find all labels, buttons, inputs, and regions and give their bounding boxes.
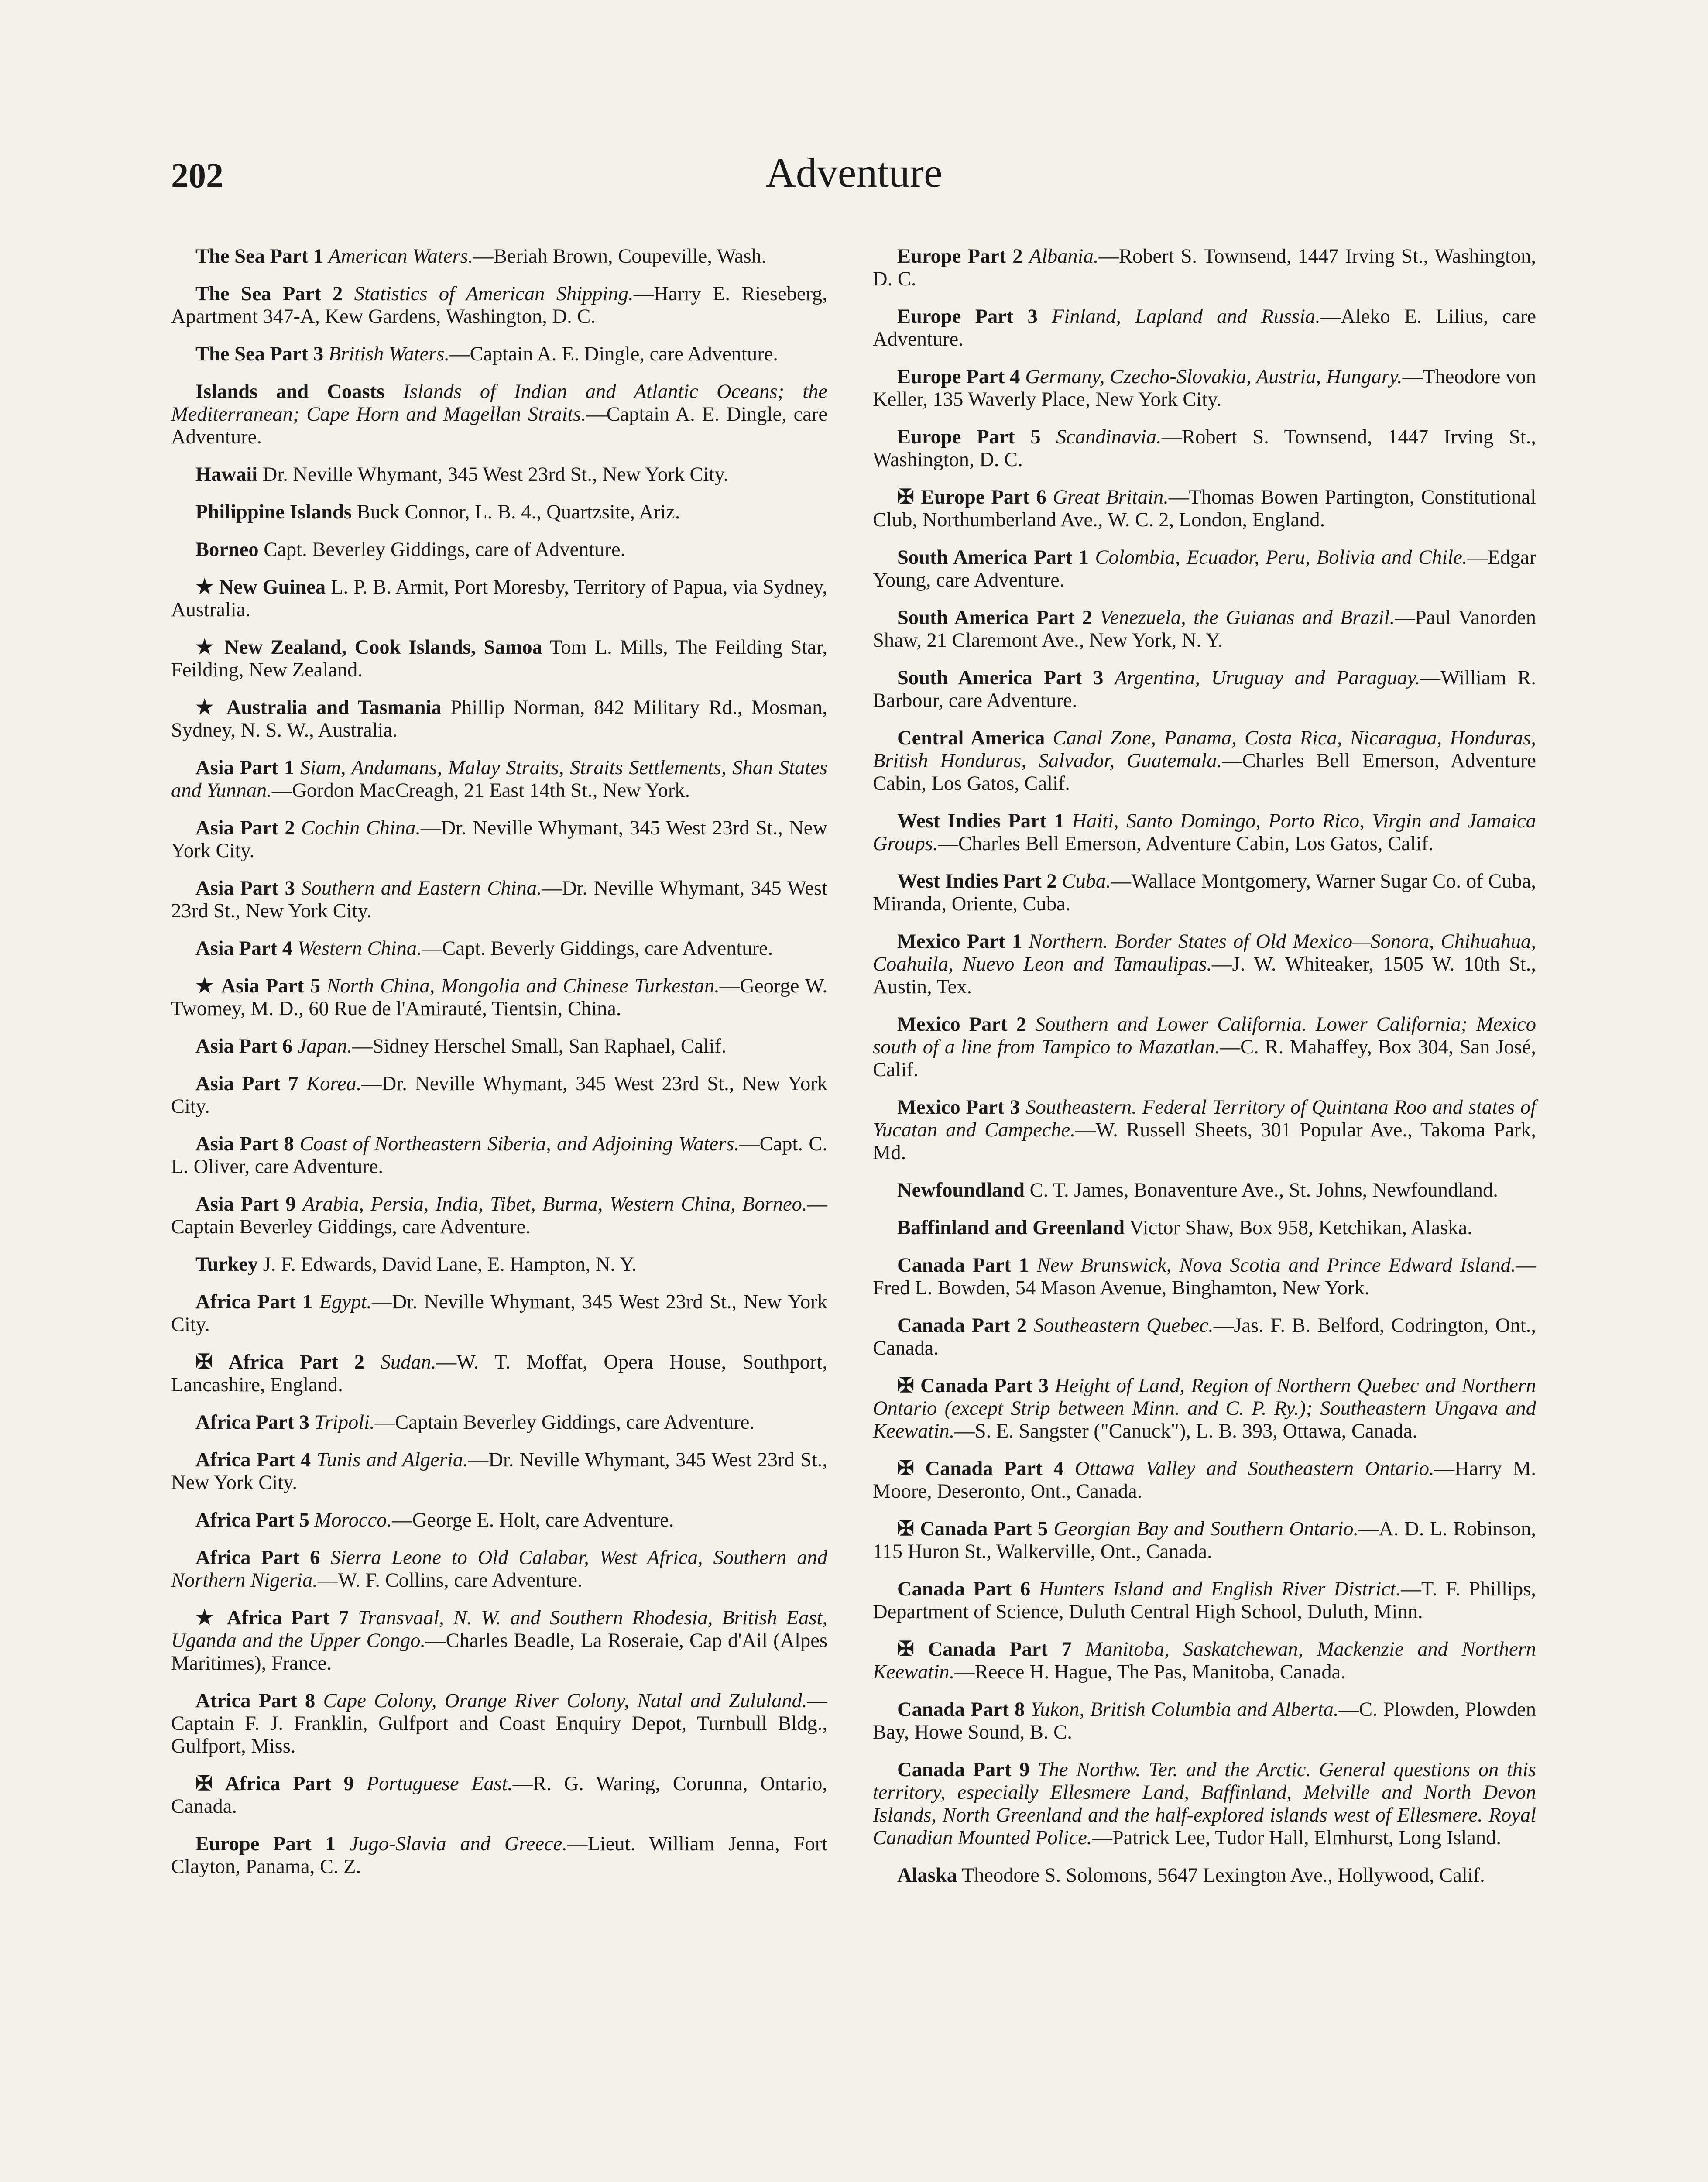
entry-heading: South America Part 1 [897, 546, 1089, 569]
entry-contact: —Robert S. Townsend, 1447 Irving St., Washington, D. C. [873, 426, 1536, 471]
entry-contact: Theodore S. Solomons, 5647 Lexington Ave., Hollywood, Calif. [961, 1864, 1485, 1887]
directory-entry [873, 486, 1536, 532]
entry-contact: —Patrick Lee, Tudor Hall, Elmhurst, Long Island. [1092, 1827, 1502, 1849]
entry-contact: —Fred L. Bowden, 54 Mason Avenue, Binghamton, New York. [873, 1254, 1536, 1299]
directory-entry [171, 877, 827, 923]
entry-contact: Dr. Neville Whymant, 345 West 23rd St., New York City. [262, 463, 729, 486]
entry-region: Sierra Leone to Old Calabar, West Africa, Southern and Northern Nigeria. [171, 1547, 828, 1592]
entry-contact: —Dr. Neville Whymant, 345 West 23rd St., New York City. [171, 1449, 828, 1494]
entry-region: Siam, Andamans, Malay Straits, Straits Settlements, Shan States and Yunnan. [171, 757, 828, 802]
entry-region: Sudan. [380, 1351, 436, 1373]
entry-region: The Northw. Ter. and the Arctic. General questions on this territory, especially Ellesmere Land, Baffinland, Melville and North Devon Islands, North Greenland and the half-explored islands west of Ellesmere. Royal Canadian Mounted Police. [873, 1759, 1536, 1849]
directory-entry [873, 1096, 1536, 1164]
entry-heading: Africa Part 5 [195, 1509, 309, 1531]
entry-region: Western China. [297, 937, 422, 960]
directory-entry [873, 426, 1536, 471]
entry-region: Yukon, British Columbia and Alberta. [1030, 1698, 1339, 1721]
entry-contact: —Lieut. William Jenna, Fort Clayton, Panama, C. Z. [171, 1833, 827, 1878]
entry-contact: —Charles Bell Emerson, Adventure Cabin, Los Gatos, Calif. [873, 750, 1537, 795]
entry-contact: —S. E. Sangster ("Canuck"), L. B. 393, Ottawa, Canada. [954, 1420, 1418, 1442]
entry-mark-icon: ✠ [195, 1773, 213, 1795]
entry-region: Cochin China. [301, 817, 421, 839]
entry-contact: —W. F. Collins, care Adventure. [317, 1569, 583, 1592]
entry-mark-icon: ✠ [195, 1351, 213, 1373]
entry-heading: Central America [897, 727, 1045, 749]
entry-heading: Africa Part 1 [195, 1291, 313, 1313]
entry-region: New Brunswick, Nova Scotia and Prince Edward Island. [1036, 1254, 1516, 1276]
left-column [171, 245, 827, 1893]
directory-entry [873, 1698, 1536, 1744]
entry-region: Scandinavia. [1056, 426, 1162, 448]
entry-heading: Asia Part 5 [221, 975, 320, 997]
entry-heading: Canada Part 9 [897, 1759, 1030, 1781]
entry-heading: Canada Part 3 [920, 1375, 1049, 1397]
entry-mark-icon: ✠ [897, 1458, 914, 1480]
directory-entry [873, 1254, 1536, 1300]
directory-entry [873, 1864, 1536, 1887]
entry-contact: —Dr. Neville Whymant, 345 West 23rd St., New York City. [171, 1291, 828, 1336]
entry-heading: Canada Part 6 [897, 1578, 1031, 1600]
directory-entry [873, 1578, 1536, 1623]
directory-entry [171, 1035, 827, 1058]
directory-entry [873, 305, 1536, 351]
entry-contact: —Harry E. Rieseberg, Apartment 347-A, Kew Gardens, Washington, D. C. [171, 283, 828, 328]
directory-entry [873, 607, 1536, 652]
entry-heading: West Indies Part 1 [897, 810, 1064, 832]
entry-heading: Baffinland and Greenland [897, 1217, 1125, 1239]
directory-entry [171, 1073, 827, 1118]
entry-heading: South America Part 2 [897, 607, 1092, 629]
entry-heading: Asia Part 4 [195, 937, 293, 960]
directory-entry [171, 1547, 827, 1592]
entry-contact: —C. Plowden, Plowden Bay, Howe Sound, B. C. [873, 1698, 1536, 1743]
entry-region: Height of Land, Region of Northern Quebec and Northern Ontario (except Strip between Minn. and C. P. Ry.); Southeastern Ungava and Keewatin. [873, 1375, 1537, 1442]
entry-region: Ottawa Valley and Southeastern Ontario. [1074, 1458, 1434, 1480]
directory-entry [873, 1518, 1536, 1563]
directory-entry [171, 696, 827, 742]
entry-region: Great Britain. [1053, 486, 1169, 508]
entry-heading: Hawaii [195, 463, 258, 486]
entry-heading: Canada Part 4 [925, 1458, 1064, 1480]
entry-heading: Europe Part 5 [897, 426, 1041, 448]
entry-heading: Asia Part 7 [195, 1073, 298, 1095]
directory-entry [171, 1133, 827, 1178]
right-column [873, 245, 1536, 1902]
entry-heading: Alaska [897, 1864, 957, 1887]
directory-entry [171, 975, 827, 1020]
entry-contact: J. F. Edwards, David Lane, E. Hampton, N. Y. [263, 1253, 637, 1276]
directory-entry [171, 1449, 827, 1494]
directory-entry [873, 245, 1536, 291]
entry-heading: Australia and Tasmania [226, 696, 442, 719]
page-title: Adventure [765, 149, 943, 196]
entry-region: Tripoli. [314, 1411, 375, 1434]
directory-entry [171, 1607, 827, 1675]
entry-heading: Philippine Islands [195, 501, 352, 523]
entry-region: Islands of Indian and Atlantic Oceans; the Mediterranean; Cape Horn and Magellan Straits. [171, 381, 828, 425]
entry-heading: Islands and Coasts [195, 381, 385, 403]
directory-entry [171, 539, 827, 561]
directory-entry [873, 1179, 1536, 1202]
entry-region: Germany, Czecho-Slovakia, Austria, Hungary. [1025, 366, 1403, 388]
entry-mark-icon: ★ [195, 636, 217, 659]
entry-region: Transvaal, N. W. and Southern Rhodesia, British East, Uganda and the Upper Congo. [171, 1607, 828, 1652]
directory-entry [873, 1013, 1536, 1081]
entry-heading: Mexico Part 3 [897, 1096, 1020, 1118]
entry-contact: —T. F. Phillips, Department of Science, Duluth Central High School, Duluth, Minn. [873, 1578, 1536, 1623]
entry-heading: Canada Part 2 [897, 1314, 1027, 1337]
directory-entry [873, 1375, 1536, 1443]
entry-region: Georgian Bay and Southern Ontario. [1053, 1518, 1359, 1540]
entry-mark-icon: ✠ [897, 486, 914, 508]
entry-contact: —A. D. L. Robinson, 115 Huron St., Walkerville, Ont., Canada. [873, 1518, 1536, 1563]
entry-heading: Atrica Part 8 [195, 1690, 316, 1712]
directory-entry [873, 667, 1536, 712]
entry-region: Argentina, Uruguay and Paraguay. [1115, 667, 1420, 689]
entry-heading: New Guinea [219, 576, 326, 598]
entry-contact: —Dr. Neville Whymant, 345 West 23rd St., New York City. [171, 1073, 828, 1118]
entry-contact: —Capt. Beverly Giddings, care Adventure. [422, 937, 773, 960]
entry-heading: Africa Part 6 [195, 1547, 320, 1569]
entry-contact: —Thomas Bowen Partington, Constitutional Club, Northumberland Ave., W. C. 2, London, England. [873, 486, 1536, 531]
directory-entry [171, 501, 827, 524]
entry-contact: —Captain Beverley Giddings, care Adventure. [374, 1411, 755, 1434]
entry-contact: —J. W. Whiteaker, 1505 W. 10th St., Austin, Tex. [873, 953, 1536, 998]
entry-heading: Borneo [195, 539, 259, 561]
entry-contact: —Captain F. J. Franklin, Gulfport and Coast Enquiry Depot, Turnbull Bldg., Gulfport, Miss. [171, 1690, 827, 1757]
entry-region: Finland, Lapland and Russia. [1051, 305, 1320, 328]
entry-heading: Turkey [195, 1253, 258, 1276]
directory-entry [873, 1314, 1536, 1360]
entry-contact: —George W. Twomey, M. D., 60 Rue de l'Amirauté, Tientsin, China. [171, 975, 828, 1020]
entry-heading: Africa Part 3 [195, 1411, 309, 1434]
entry-region: Coast of Northeastern Siberia, and Adjoining Waters. [299, 1133, 740, 1155]
entry-contact: —Dr. Neville Whymant, 345 West 23rd St., New York City. [171, 817, 828, 862]
entry-region: Japan. [297, 1035, 353, 1057]
entry-contact: —Robert S. Townsend, 1447 Irving St., Washington, D. C. [873, 245, 1536, 290]
entry-region: American Waters. [328, 245, 473, 268]
entry-region: Southern and Lower California. Lower California; Mexico south of a line from Tampico to Mazatlan. [873, 1013, 1536, 1058]
entry-contact: —Captain Beverley Giddings, care Adventure. [171, 1193, 828, 1238]
entry-region: Colombia, Ecuador, Peru, Bolivia and Chile. [1095, 546, 1468, 569]
entry-mark-icon: ✠ [897, 1518, 914, 1540]
directory-entry [873, 727, 1536, 795]
entry-region: Manitoba, Saskatchewan, Mackenzie and Northern Keewatin. [873, 1638, 1536, 1683]
entry-contact: —R. G. Waring, Corunna, Ontario, Canada. [171, 1773, 828, 1818]
entry-region: Cape Colony, Orange River Colony, Natal and Zululand. [323, 1690, 807, 1712]
directory-entry [171, 283, 827, 328]
entry-heading: The Sea Part 1 [195, 245, 324, 268]
directory-entry [171, 937, 827, 960]
entry-heading: Africa Part 9 [225, 1773, 354, 1795]
entry-mark-icon: ★ [195, 696, 218, 719]
entry-heading: Asia Part 6 [195, 1035, 293, 1057]
entry-contact: Buck Connor, L. B. 4., Quartzsite, Ariz. [357, 501, 680, 523]
directory-entry [171, 1351, 827, 1396]
entry-contact: Phillip Norman, 842 Military Rd., Mosman, Sydney, N. S. W., Australia. [171, 696, 828, 741]
directory-entry [171, 1690, 827, 1758]
entry-contact: —George E. Holt, care Adventure. [392, 1509, 674, 1531]
entry-contact: C. T. James, Bonaventure Ave., St. Johns, Newfoundland. [1029, 1179, 1498, 1201]
directory-entry [171, 381, 827, 449]
entry-region: British Waters. [328, 343, 450, 365]
entry-contact: —Capt. C. L. Oliver, care Adventure. [171, 1133, 828, 1178]
entry-region: Portuguese East. [366, 1773, 513, 1795]
entry-heading: Mexico Part 1 [897, 930, 1022, 953]
entry-heading: Europe Part 4 [897, 366, 1020, 388]
entry-contact: —Theodore von Keller, 135 Waverly Place, New York City. [873, 366, 1537, 411]
entry-heading: Canada Part 8 [897, 1698, 1025, 1721]
directory-entry [171, 817, 827, 862]
entry-region: Southeastern. Federal Territory of Quintana Roo and states of Yucatan and Campeche. [873, 1096, 1536, 1141]
directory-entry [171, 636, 827, 682]
entry-contact: —C. R. Mahaffey, Box 304, San José, Calif. [873, 1036, 1536, 1081]
entry-heading: West Indies Part 2 [897, 870, 1057, 892]
entry-contact: —William R. Barbour, care Adventure. [873, 667, 1537, 712]
directory-entry [873, 1217, 1536, 1239]
directory-entry [171, 245, 827, 268]
entry-region: Statistics of American Shipping. [354, 283, 634, 305]
entry-heading: Canada Part 7 [928, 1638, 1072, 1661]
entry-contact: L. P. B. Armit, Port Moresby, Territory of Papua, via Sydney, Australia. [171, 576, 828, 621]
entry-contact: Victor Shaw, Box 958, Ketchikan, Alaska. [1129, 1217, 1472, 1239]
page-number: 202 [171, 157, 223, 195]
directory-entry [873, 1458, 1536, 1503]
entry-contact: —Wallace Montgomery, Warner Sugar Co. of Cuba, Miranda, Oriente, Cuba. [873, 870, 1537, 915]
entry-region: Arabia, Persia, India, Tibet, Burma, Western China, Borneo. [302, 1193, 807, 1215]
entry-contact: —Dr. Neville Whymant, 345 West 23rd St., New York City. [171, 877, 827, 922]
directory-entry [171, 1773, 827, 1818]
entry-heading: South America Part 3 [897, 667, 1104, 689]
entry-heading: Europe Part 1 [195, 1833, 336, 1855]
entry-heading: Asia Part 3 [195, 877, 295, 899]
entry-mark-icon: ★ [195, 975, 215, 997]
entry-region: North China, Mongolia and Chinese Turkestan. [326, 975, 720, 997]
directory-entry [171, 576, 827, 621]
entry-heading: Canada Part 1 [897, 1254, 1029, 1276]
directory-entry [873, 1638, 1536, 1684]
entry-mark-icon: ★ [195, 576, 214, 598]
directory-entry [171, 757, 827, 802]
entry-contact: —Sidney Herschel Small, San Raphael, Calif. [352, 1035, 727, 1057]
entry-region: Morocco. [314, 1509, 392, 1531]
entry-contact: —Edgar Young, care Adventure. [873, 546, 1536, 591]
entry-contact: Tom L. Mills, The Feilding Star, Feilding, New Zealand. [171, 636, 827, 681]
directory-entry [171, 1253, 827, 1276]
entry-heading: Africa Part 2 [228, 1351, 364, 1373]
entry-region: Tunis and Algeria. [316, 1449, 468, 1471]
entry-contact: —Gordon MacCreagh, 21 East 14th St., New York. [271, 779, 690, 802]
directory-entry [171, 1291, 827, 1336]
entry-mark-icon: ★ [195, 1607, 218, 1629]
entry-contact: —Captain A. E. Dingle, care Adventure. [449, 343, 778, 365]
entry-heading: Asia Part 1 [195, 757, 295, 779]
entry-heading: Europe Part 3 [897, 305, 1038, 328]
entry-heading: Africa Part 7 [226, 1607, 349, 1629]
entry-contact: —Beriah Brown, Coupeville, Wash. [473, 245, 767, 268]
entry-contact: —Captain A. E. Dingle, care Adventure. [171, 403, 827, 448]
entry-region: Venezuela, the Guianas and Brazil. [1100, 607, 1395, 629]
entry-region: Southeastern Quebec. [1033, 1314, 1214, 1337]
directory-entry [171, 343, 827, 366]
entry-region: Southern and Eastern China. [301, 877, 542, 899]
entry-region: Cuba. [1062, 870, 1111, 892]
entry-heading: Asia Part 2 [195, 817, 295, 839]
directory-entry [171, 1833, 827, 1878]
entry-contact: —Jas. F. B. Belford, Codrington, Ont., Canada. [873, 1314, 1536, 1359]
directory-entry [171, 1193, 827, 1239]
directory-entry [873, 870, 1536, 916]
entry-heading: The Sea Part 3 [195, 343, 324, 365]
entry-mark-icon: ✠ [897, 1375, 914, 1397]
entry-heading: Mexico Part 2 [897, 1013, 1026, 1036]
entry-heading: Africa Part 4 [195, 1449, 311, 1471]
entry-contact: —Paul Vanorden Shaw, 21 Claremont Ave., New York, N. Y. [873, 607, 1536, 652]
entry-heading: New Zealand, Cook Islands, Samoa [224, 636, 542, 659]
entry-region: Jugo-Slavia and Greece. [349, 1833, 567, 1855]
entry-heading: Asia Part 9 [195, 1193, 296, 1215]
entry-contact: —W. T. Moffat, Opera House, Southport, Lancashire, England. [171, 1351, 827, 1396]
directory-entry [171, 1509, 827, 1532]
directory-entry [873, 366, 1536, 411]
entry-region: Egypt. [319, 1291, 372, 1313]
entry-contact: —Aleko E. Lilius, care Adventure. [873, 305, 1536, 350]
directory-entry [171, 1411, 827, 1434]
entry-contact: —Reece H. Hague, The Pas, Manitoba, Canada. [954, 1661, 1346, 1683]
directory-entry [873, 930, 1536, 998]
directory-entry [873, 810, 1536, 855]
entry-heading: Canada Part 5 [920, 1518, 1048, 1540]
entry-contact: —Charles Beadle, La Roseraie, Cap d'Ail (Alpes Maritimes), France. [171, 1630, 827, 1674]
entry-heading: Asia Part 8 [195, 1133, 294, 1155]
entry-contact: Capt. Beverley Giddings, care of Adventure. [264, 539, 626, 561]
entry-heading: Europe Part 6 [921, 486, 1046, 508]
entry-region: Hunters Island and English River District. [1039, 1578, 1401, 1600]
entry-contact: —Charles Bell Emerson, Adventure Cabin, Los Gatos, Calif. [938, 833, 1434, 855]
entry-heading: Newfoundland [897, 1179, 1025, 1201]
entry-region: Northern. Border States of Old Mexico—Sonora, Chihuahua, Coahuila, Nuevo Leon and Tamaulipas. [873, 930, 1536, 975]
entry-region: Canal Zone, Panama, Costa Rica, Nicaragua, Honduras, British Honduras, Salvador, Guatemala. [873, 727, 1536, 772]
entry-heading: Europe Part 2 [897, 245, 1023, 268]
entry-contact: —Harry M. Moore, Deseronto, Ont., Canada. [873, 1458, 1537, 1503]
entry-region: Albania. [1029, 245, 1099, 268]
entry-contact: —W. Russell Sheets, 301 Popular Ave., Takoma Park, Md. [873, 1119, 1536, 1164]
entry-region: Korea. [306, 1073, 362, 1095]
entry-heading: The Sea Part 2 [195, 283, 343, 305]
directory-entry [873, 546, 1536, 592]
directory-entry [873, 1759, 1536, 1849]
entry-region: Haiti, Santo Domingo, Porto Rico, Virgin and Jamaica Groups. [873, 810, 1536, 855]
entry-mark-icon: ✠ [897, 1638, 914, 1661]
directory-entry [171, 463, 827, 486]
